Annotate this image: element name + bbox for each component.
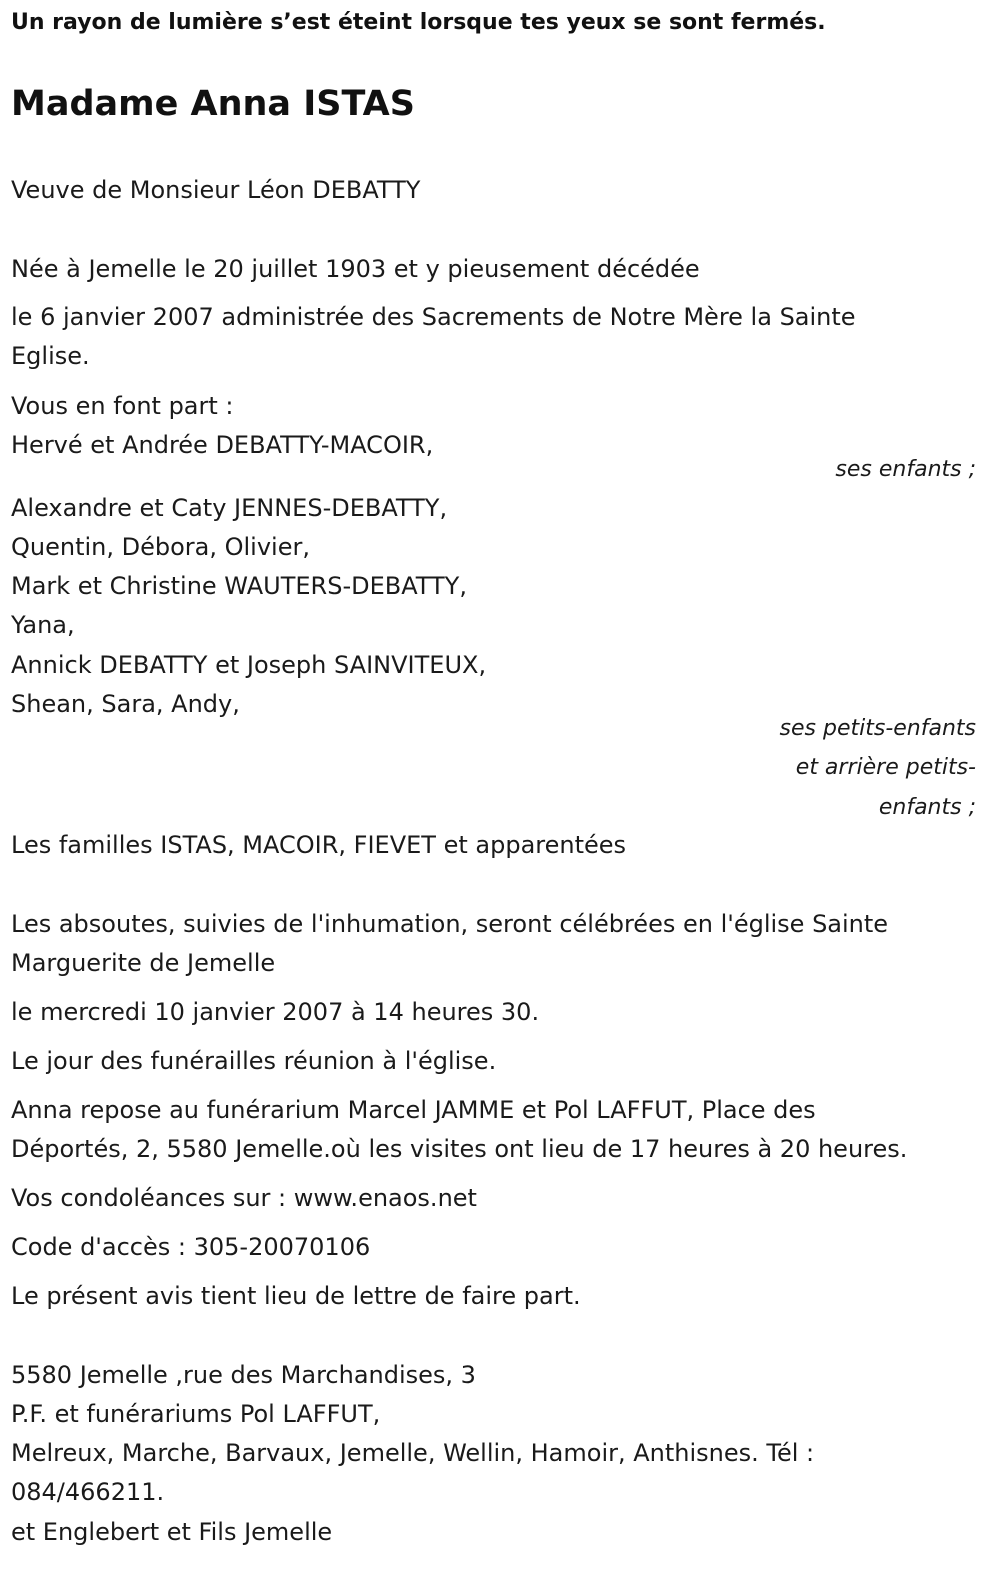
- grandchild-line: Alexandre et Caty JENNES-DEBATTY,: [11, 494, 448, 522]
- grandchild-line: Yana,: [11, 611, 75, 639]
- repose-text-line1: Anna repose au funérarium Marcel JAMME et Pol LAFFUT, Place des: [11, 1096, 816, 1124]
- grandchild-line: Annick DEBATTY et Joseph SAINVITEUX,: [11, 651, 487, 679]
- death-text-line1: le 6 janvier 2007 administrée des Sacrements de Notre Mère la Sainte: [11, 303, 856, 331]
- condolences-text: Vos condoléances sur : www.enaos.net: [11, 1184, 477, 1212]
- footer-address: 5580 Jemelle ,rue des Marchandises, 3: [11, 1361, 476, 1389]
- grandchildren-role-line3: enfants ;: [878, 795, 976, 820]
- grandchild-line: Quentin, Débora, Olivier,: [11, 533, 310, 561]
- grandchildren-role-line1: ses petits-enfants: [779, 716, 976, 741]
- notice-text: Le présent avis tient lieu de lettre de faire part.: [11, 1282, 581, 1310]
- ceremony-text-line1: Les absoutes, suivies de l'inhumation, seront célébrées en l'église Sainte: [11, 910, 889, 938]
- families-text: Les familles ISTAS, MACOIR, FIEVET et apparentées: [11, 831, 627, 859]
- widow-of-text: Veuve de Monsieur Léon DEBATTY: [11, 176, 421, 204]
- grandchild-line: Mark et Christine WAUTERS-DEBATTY,: [11, 572, 467, 600]
- children-names: Hervé et Andrée DEBATTY-MACOIR,: [11, 431, 434, 459]
- deceased-name: Madame Anna ISTAS: [11, 84, 415, 124]
- repose-text-line2: Déportés, 2, 5580 Jemelle.où les visites ont lieu de 17 heures à 20 heures.: [11, 1135, 908, 1163]
- reunion-text: Le jour des funérailles réunion à l'église.: [11, 1047, 497, 1075]
- memorial-quote: Un rayon de lumière s’est éteint lorsque tes yeux se sont fermés.: [11, 10, 826, 35]
- children-role: ses enfants ;: [835, 457, 976, 482]
- access-code-text: Code d'accès : 305-20070106: [11, 1233, 371, 1261]
- ceremony-text-line2: Marguerite de Jemelle: [11, 949, 276, 977]
- footer-partner: et Englebert et Fils Jemelle: [11, 1518, 333, 1546]
- death-text-line2: Eglise.: [11, 342, 90, 370]
- grandchild-line: Shean, Sara, Andy,: [11, 690, 240, 718]
- grandchildren-role-line2: et arrière petits-: [795, 755, 976, 780]
- footer-company: P.F. et funérariums Pol LAFFUT,: [11, 1400, 381, 1428]
- birth-text: Née à Jemelle le 20 juillet 1903 et y pieusement décédée: [11, 255, 700, 283]
- footer-phone: 084/466211.: [11, 1478, 165, 1506]
- announce-text: Vous en font part :: [11, 392, 234, 420]
- ceremony-date: le mercredi 10 janvier 2007 à 14 heures 30.: [11, 998, 540, 1026]
- footer-locations: Melreux, Marche, Barvaux, Jemelle, Wellin, Hamoir, Anthisnes. Tél :: [11, 1439, 815, 1467]
